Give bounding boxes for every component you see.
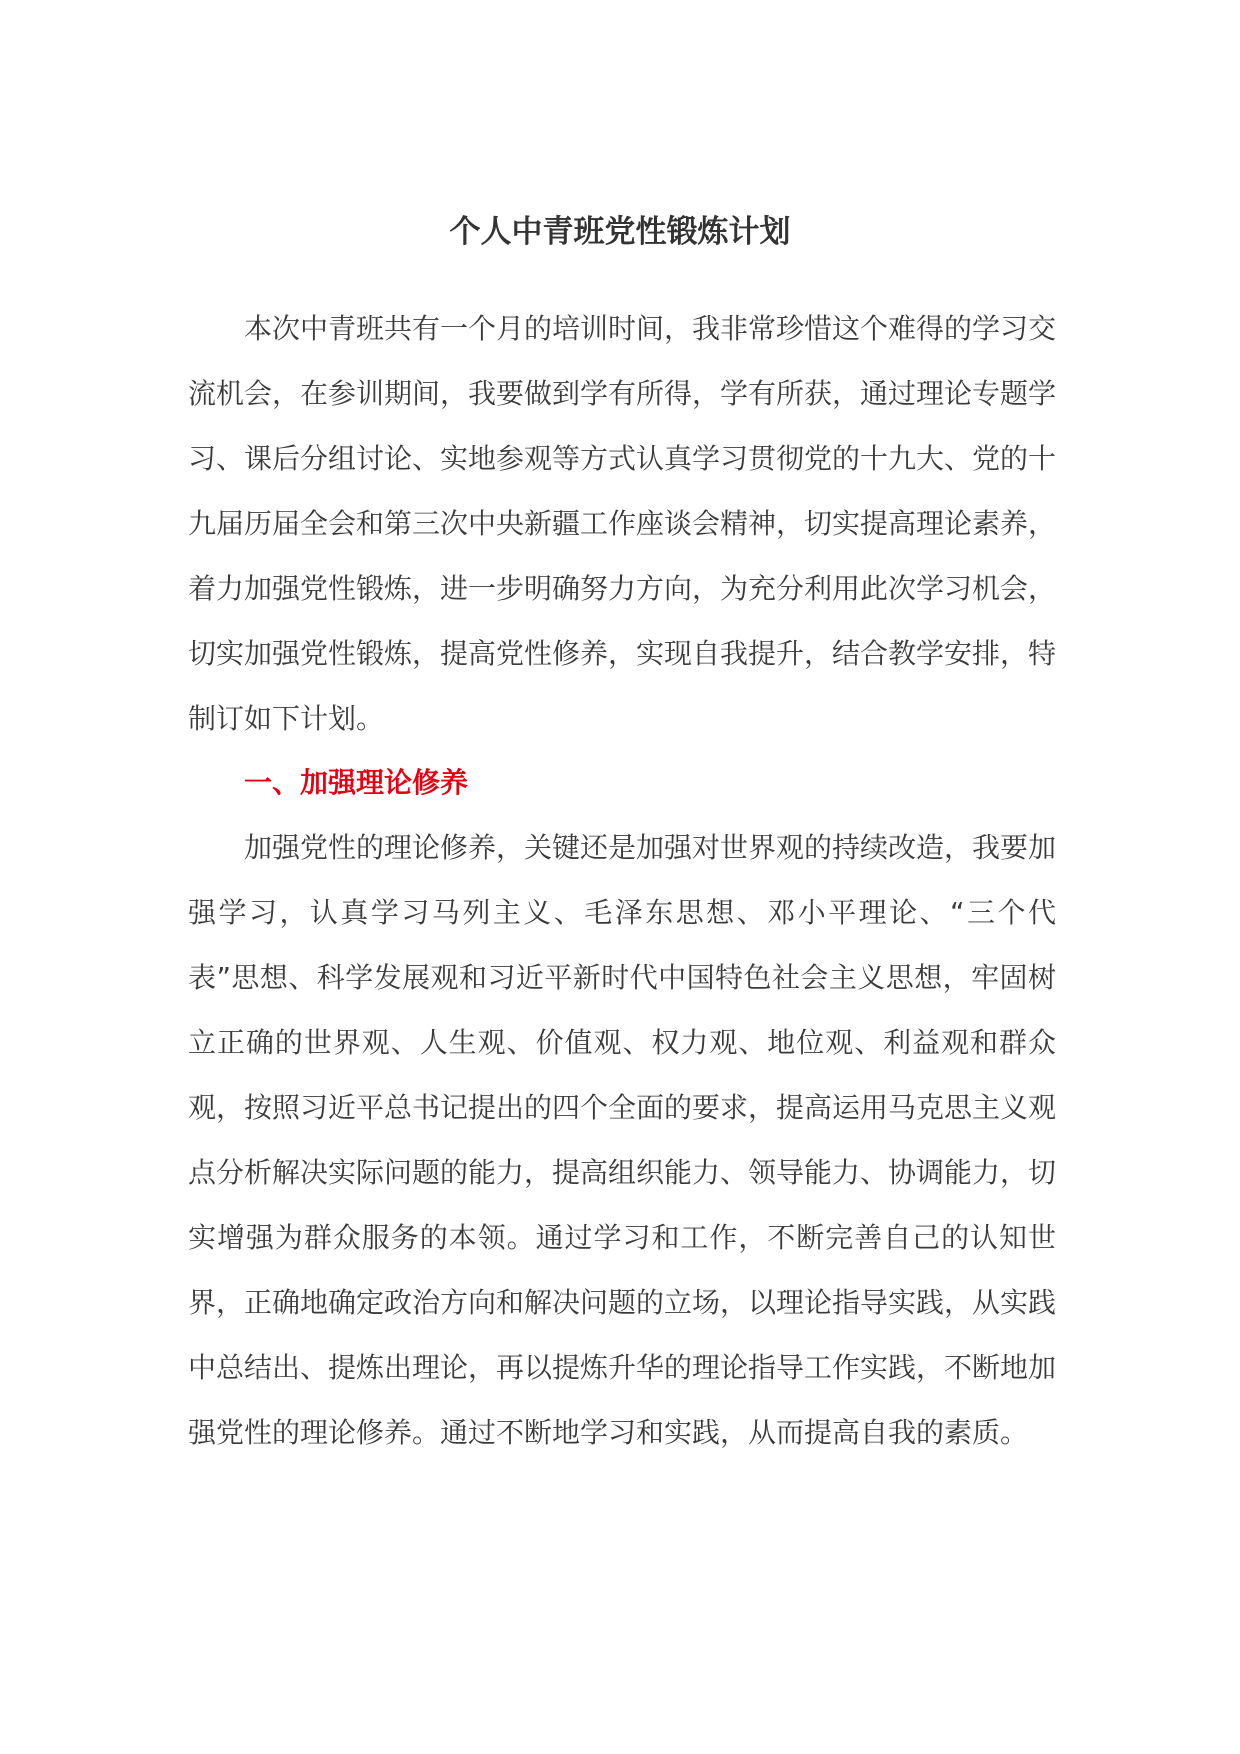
section-heading-theory: 一、加强理论修养	[244, 766, 469, 799]
document-title: 个人中青班党性锻炼计划	[449, 214, 791, 250]
intro-paragraph: 本次中青班共有一个月的培训时间，我非常珍惜这个难得的学习交流机会，在参训期间，我要做到学有所得，学有所获，通过理论专题学习、课后分组讨论、实地参观等方式认真学习贯彻党的十九大、党的十九届历届全会和第三次中央新疆工作座谈会精神，切实提高理论素养，着力加强党性锻炼，进一步明确努力方向，为充分利用此次学习机会，切实加强党性锻炼，提高党性修养，实现自我提升，结合教学安排，特制订如下计划。	[188, 312, 1057, 735]
theory-paragraph: 加强党性的理论修养，关键还是加强对世界观的持续改造，我要加强学习，认真学习马列主义、毛泽东思想、邓小平理论、“三个代表”思想、科学发展观和习近平新时代中国特色社会主义思想，牢固树立正确的世界观、人生观、价值观、权力观、地位观、利益观和群众观，按照习近平总书记提出的四个全面的要求，提高运用马克思主义观点分析解决实际问题的能力，提高组织能力、领导能力、协调能力，切实增强为群众服务的本领。通过学习和工作，不断完善自己的认知世界，正确地确定政治方向和解决问题的立场，以理论指导实践，从实践中总结出、提炼出理论，再以提炼升华的理论指导工作实践，不断地加强党性的理论修养。通过不断地学习和实践，从而提高自我的素质。	[188, 831, 1057, 1449]
